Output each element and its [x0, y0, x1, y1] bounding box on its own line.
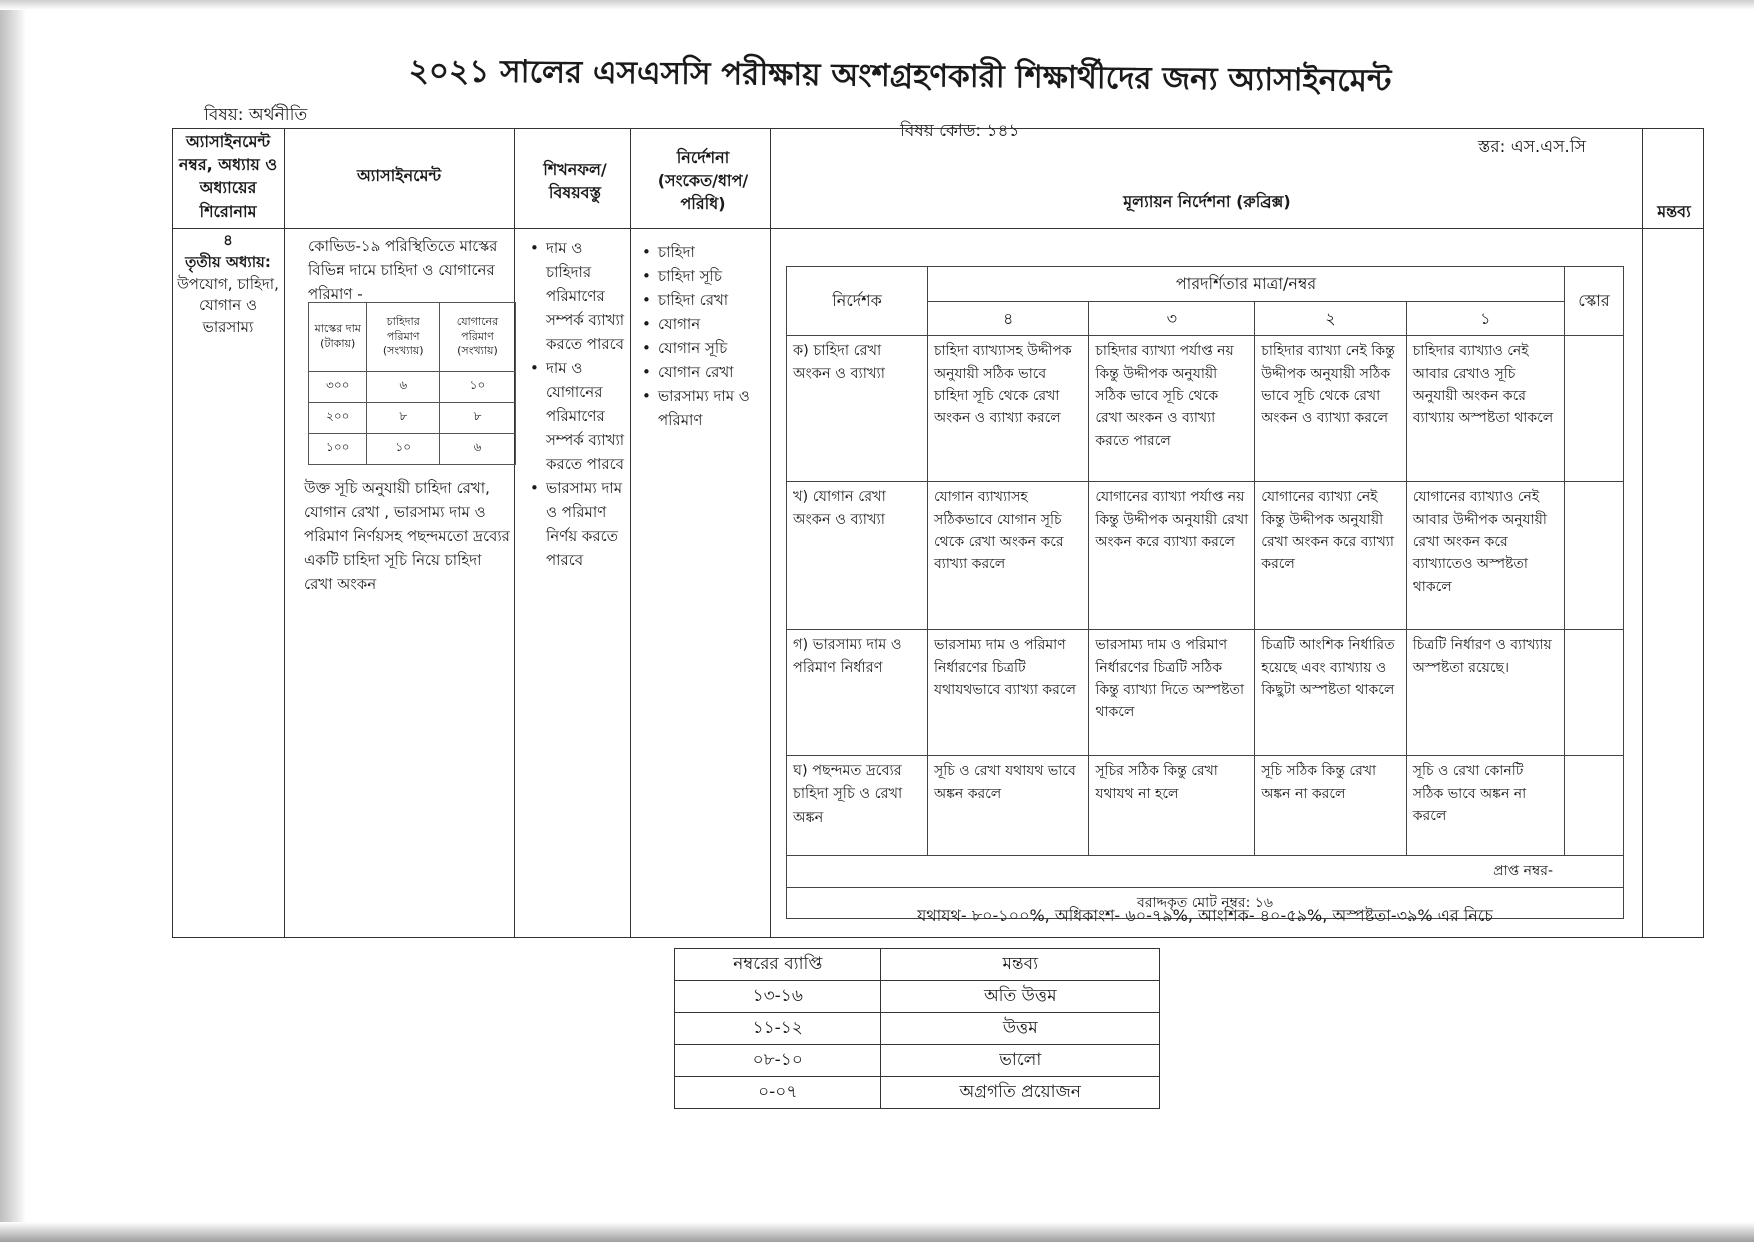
instruction-item: • চাহিদা সূচি	[640, 264, 768, 288]
grade-remark: অগ্রগতি প্রয়োজন	[881, 1077, 1160, 1109]
chapter-number: ৪	[223, 231, 233, 249]
header-assignment-no: অ্যাসাইনমেন্ট নম্বর, অধ্যায় ও অধ্যায়ের শিরোনাম	[178, 132, 278, 221]
instructions-list	[640, 240, 768, 432]
instruction-item: • ভারসাম্য দাম ও পরিমাণ	[640, 384, 768, 432]
grade-header-row	[675, 949, 1160, 981]
rubric-score-cell	[1565, 482, 1624, 630]
table-cell: ১০	[439, 372, 515, 403]
rubric-cell: চাহিদা ব্যাখ্যাসহ উদ্দীপক অনুযায়ী সঠিক ভাবে চাহিদা সূচি থেকে রেখা অংকন ও ব্যাখ্যা করলে	[928, 336, 1089, 482]
grade-range: ১১-১২	[675, 1013, 881, 1045]
chapter-label: তৃতীয় অধ্যায়:	[185, 252, 271, 271]
col-divider	[514, 128, 515, 938]
instruction-item: • চাহিদা রেখা	[640, 288, 768, 312]
rubric-indicator: গ) ভারসাম্য দাম ও পরিমাণ নির্ধারণ	[787, 630, 928, 756]
rubric-cell: চিত্রটি আংশিক নির্ধারিত হয়েছে এবং ব্যাখ্যায় ও কিছুটা অস্পষ্টতা থাকলে	[1255, 630, 1406, 756]
instruction-item: • যোগান সূচি	[640, 336, 768, 360]
rubric-cell: চিত্রটি নির্ধারণ ও ব্যাখ্যায় অস্পষ্টতা রয়েছে।	[1406, 630, 1564, 756]
rubric-score-header: স্কোর	[1565, 267, 1624, 336]
mask-schedule-table	[308, 302, 516, 465]
grade-range: ১৩-১৬	[675, 981, 881, 1013]
table-cell: ৩০০	[309, 372, 367, 403]
instruction-item: • চাহিদা	[640, 240, 768, 264]
rubric-indicator: ঘ) পছন্দমত দ্রব্যের চাহিদা সূচি ও রেখা অঙ্কন	[787, 756, 928, 856]
learning-outcome-item: • দাম ও চাহিদার পরিমাণের সম্পর্ক ব্যাখ্যা করতে পারবে	[528, 236, 628, 356]
rubric-cell: যোগানের ব্যাখ্যা পর্যাপ্ত নয় কিন্তু উদ্দীপক অনুযায়ী রেখা অংকন করে ব্যাখ্যা করলে	[1089, 482, 1255, 630]
rubric-cell: চাহিদার ব্যাখ্যা নেই কিন্তু উদ্দীপক অনুযায়ী সঠিক ভাবে সূচি থেকে রেখা অংকন ও ব্যাখ্যা করলে	[1255, 336, 1406, 482]
table-row	[675, 981, 1160, 1013]
obtained-marks: প্রাপ্ত নম্বর-	[787, 856, 1624, 887]
rubric-level: ২	[1255, 301, 1406, 336]
scan-edge-top	[0, 0, 1754, 10]
rubric-performance-header: পারদর্শিতার মাত্রা/নম্বর	[928, 267, 1565, 302]
rubric-score-cell	[1565, 630, 1624, 756]
table-row	[309, 434, 516, 465]
table-row	[309, 372, 516, 403]
rubric-cell: সূচি সঠিক কিন্তু রেখা অঙ্কন না করলে	[1255, 756, 1406, 856]
table-row	[787, 630, 1624, 756]
rubric-indicator-header: নির্দেশক	[787, 267, 928, 336]
header-instructions: নির্দেশনা (সংকেত/ধাপ/ পরিধি)	[657, 148, 749, 214]
rubric-cell: যোগানের ব্যাখ্যা নেই কিন্তু উদ্দীপক অনুযায়ী রেখা অংকন করে ব্যাখ্যা করলে	[1255, 482, 1406, 630]
grade-remark: উত্তম	[881, 1013, 1160, 1045]
mini-table-header: চাহিদার পরিমাণ (সংখ্যায়)	[367, 303, 439, 372]
learning-outcomes-list	[528, 236, 628, 572]
table-row	[675, 1013, 1160, 1045]
chapter-title: উপযোগ, চাহিদা, যোগান ও ভারসাম্য	[177, 274, 279, 336]
col-divider	[284, 128, 285, 938]
grade-remark: অতি উত্তম	[881, 981, 1160, 1013]
grade-header: নম্বরের ব্যাপ্তি	[675, 949, 881, 981]
learning-outcome-item: • দাম ও যোগানের পরিমাণের সম্পর্ক ব্যাখ্যা করতে পারবে	[528, 356, 628, 476]
rubric-indicator: খ) যোগান রেখা অংকন ও ব্যাখ্যা	[787, 482, 928, 630]
subject-code: বিষয় কোড: ১৪১	[900, 121, 1020, 141]
table-cell: ৮	[439, 403, 515, 434]
assignment-task: উক্ত সূচি অনুযায়ী চাহিদা রেখা, যোগান রেখা , ভারসাম্য দাম ও পরিমাণ নির্ণয়সহ পছন্দমতো দ্রব্যের একটি চাহিদা সূচি নিয়ে চাহিদা রেখা অংকন	[304, 479, 510, 593]
header-remarks: মন্তব্য	[1657, 202, 1691, 221]
rubric-cell: যোগানের ব্যাখ্যাও নেই আবার উদ্দীপক অনুযায়ী রেখা অংকন করে ব্যাখ্যাতেও অস্পষ্টতা থাকলে	[1406, 482, 1564, 630]
col-divider	[770, 128, 771, 938]
rubric-cell: সূচির সঠিক কিন্তু রেখা যথাযথ না হলে	[1089, 756, 1255, 856]
rubric-level: ৪	[928, 301, 1089, 336]
table-cell: ১০	[367, 434, 439, 465]
col-divider	[1642, 128, 1643, 938]
rubric-level: ১	[1406, 301, 1564, 336]
scan-edge-bottom	[0, 1222, 1754, 1242]
rubric-score-cell	[1565, 336, 1624, 482]
assignment-intro: কোভিড-১৯ পরিস্থিতিতে মাস্কের বিভিন্ন দামে চাহিদা ও যোগানের পরিমাণ -	[308, 237, 498, 303]
mini-table-header-row	[309, 303, 516, 372]
table-cell: ৬	[367, 372, 439, 403]
rubric-header-row	[787, 267, 1624, 302]
rubric-indicator: ক) চাহিদা রেখা অংকন ও ব্যাখ্যা	[787, 336, 928, 482]
rubric-level: ৩	[1089, 301, 1255, 336]
header-evaluation: মূল্যায়ন নির্দেশনা (রুব্রিক্স)	[1123, 192, 1291, 211]
grade-range: ০৮-১০	[675, 1045, 881, 1077]
table-cell: ৮	[367, 403, 439, 434]
subject-label: বিষয়: অর্থনীতি	[204, 105, 308, 125]
page-title: ২০২১ সালের এসএসসি পরীক্ষায় অংশগ্রহণকারী শিক্ষার্থীদের জন্য অ্যাসাইনমেন্ট	[408, 52, 1392, 100]
rubric-cell: সূচি ও রেখা কোনটি সঠিক ভাবে অঙ্কন না করলে	[1406, 756, 1564, 856]
instruction-item: • যোগান	[640, 312, 768, 336]
grade-header: মন্তব্য	[881, 949, 1160, 981]
total-marks: বরাদ্দকৃত মোট নম্বর: ১৬	[787, 887, 1624, 918]
table-row	[309, 403, 516, 434]
instruction-item: • যোগান রেখা	[640, 360, 768, 384]
table-row	[675, 1045, 1160, 1077]
table-row	[787, 756, 1624, 856]
grade-remark: ভালো	[881, 1045, 1160, 1077]
scan-edge-left	[0, 0, 26, 1242]
header-learning-outcome: শিখনফল/ বিষয়বস্তু	[543, 160, 607, 203]
table-row	[787, 482, 1624, 630]
table-row	[675, 1077, 1160, 1109]
level-label: স্তর: এস.এস.সি	[1478, 137, 1586, 157]
table-row	[787, 336, 1624, 482]
col-divider	[630, 128, 631, 938]
rubric-cell: সূচি ও রেখা যথাযথ ভাবে অঙ্কন করলে	[928, 756, 1089, 856]
mini-table-header: মাস্কের দাম (টাকায়)	[309, 303, 367, 372]
table-cell: ২০০	[309, 403, 367, 434]
grade-range: ০-০৭	[675, 1077, 881, 1109]
rubric-cell: ভারসাম্য দাম ও পরিমাণ নির্ধারণের চিত্রটি যথাযথভাবে ব্যাখ্যা করলে	[928, 630, 1089, 756]
table-cell: ৬	[439, 434, 515, 465]
rubric-cell: ভারসাম্য দাম ও পরিমাণ নির্ধারণের চিত্রটি সঠিক কিন্তু ব্যাখ্যা দিতে অস্পষ্টতা থাকলে	[1089, 630, 1255, 756]
obtained-marks-row	[787, 856, 1624, 887]
header-divider	[172, 228, 1704, 229]
table-cell: ১০০	[309, 434, 367, 465]
rubric-cell: যোগান ব্যাখ্যাসহ সঠিকভাবে যোগান সূচি থেকে রেখা অংকন করে ব্যাখ্যা করলে	[928, 482, 1089, 630]
mini-table-header: যোগানের পরিমাণ (সংখ্যায়)	[439, 303, 515, 372]
scale-note: যথাযথ- ৮০-১০০%, অধিকাংশ- ৬০-৭৯%, আংশিক- ৪০-৫৯%, অস্পষ্টতা-৩৯% এর নিচে	[917, 906, 1493, 925]
header-assignment: অ্যাসাইনমেন্ট	[356, 166, 442, 185]
learning-outcome-item: • ভারসাম্য দাম ও পরিমাণ নির্ণয় করতে পারবে	[528, 476, 628, 572]
rubric-score-cell	[1565, 756, 1624, 856]
chapter-cell	[176, 230, 280, 339]
grade-table	[674, 948, 1160, 1109]
rubric-table	[786, 266, 1624, 919]
rubric-cell: চাহিদার ব্যাখ্যা পর্যাপ্ত নয় কিন্তু উদ্দীপক অনুযায়ী সঠিক ভাবে সূচি থেকে রেখা অংকন ও ব্যাখ্যা করতে পারলে	[1089, 336, 1255, 482]
rubric-cell: চাহিদার ব্যাখ্যাও নেই আবার রেখাও সূচি অনুযায়ী অংকন করে ব্যাখ্যায় অস্পষ্টতা থাকলে	[1406, 336, 1564, 482]
